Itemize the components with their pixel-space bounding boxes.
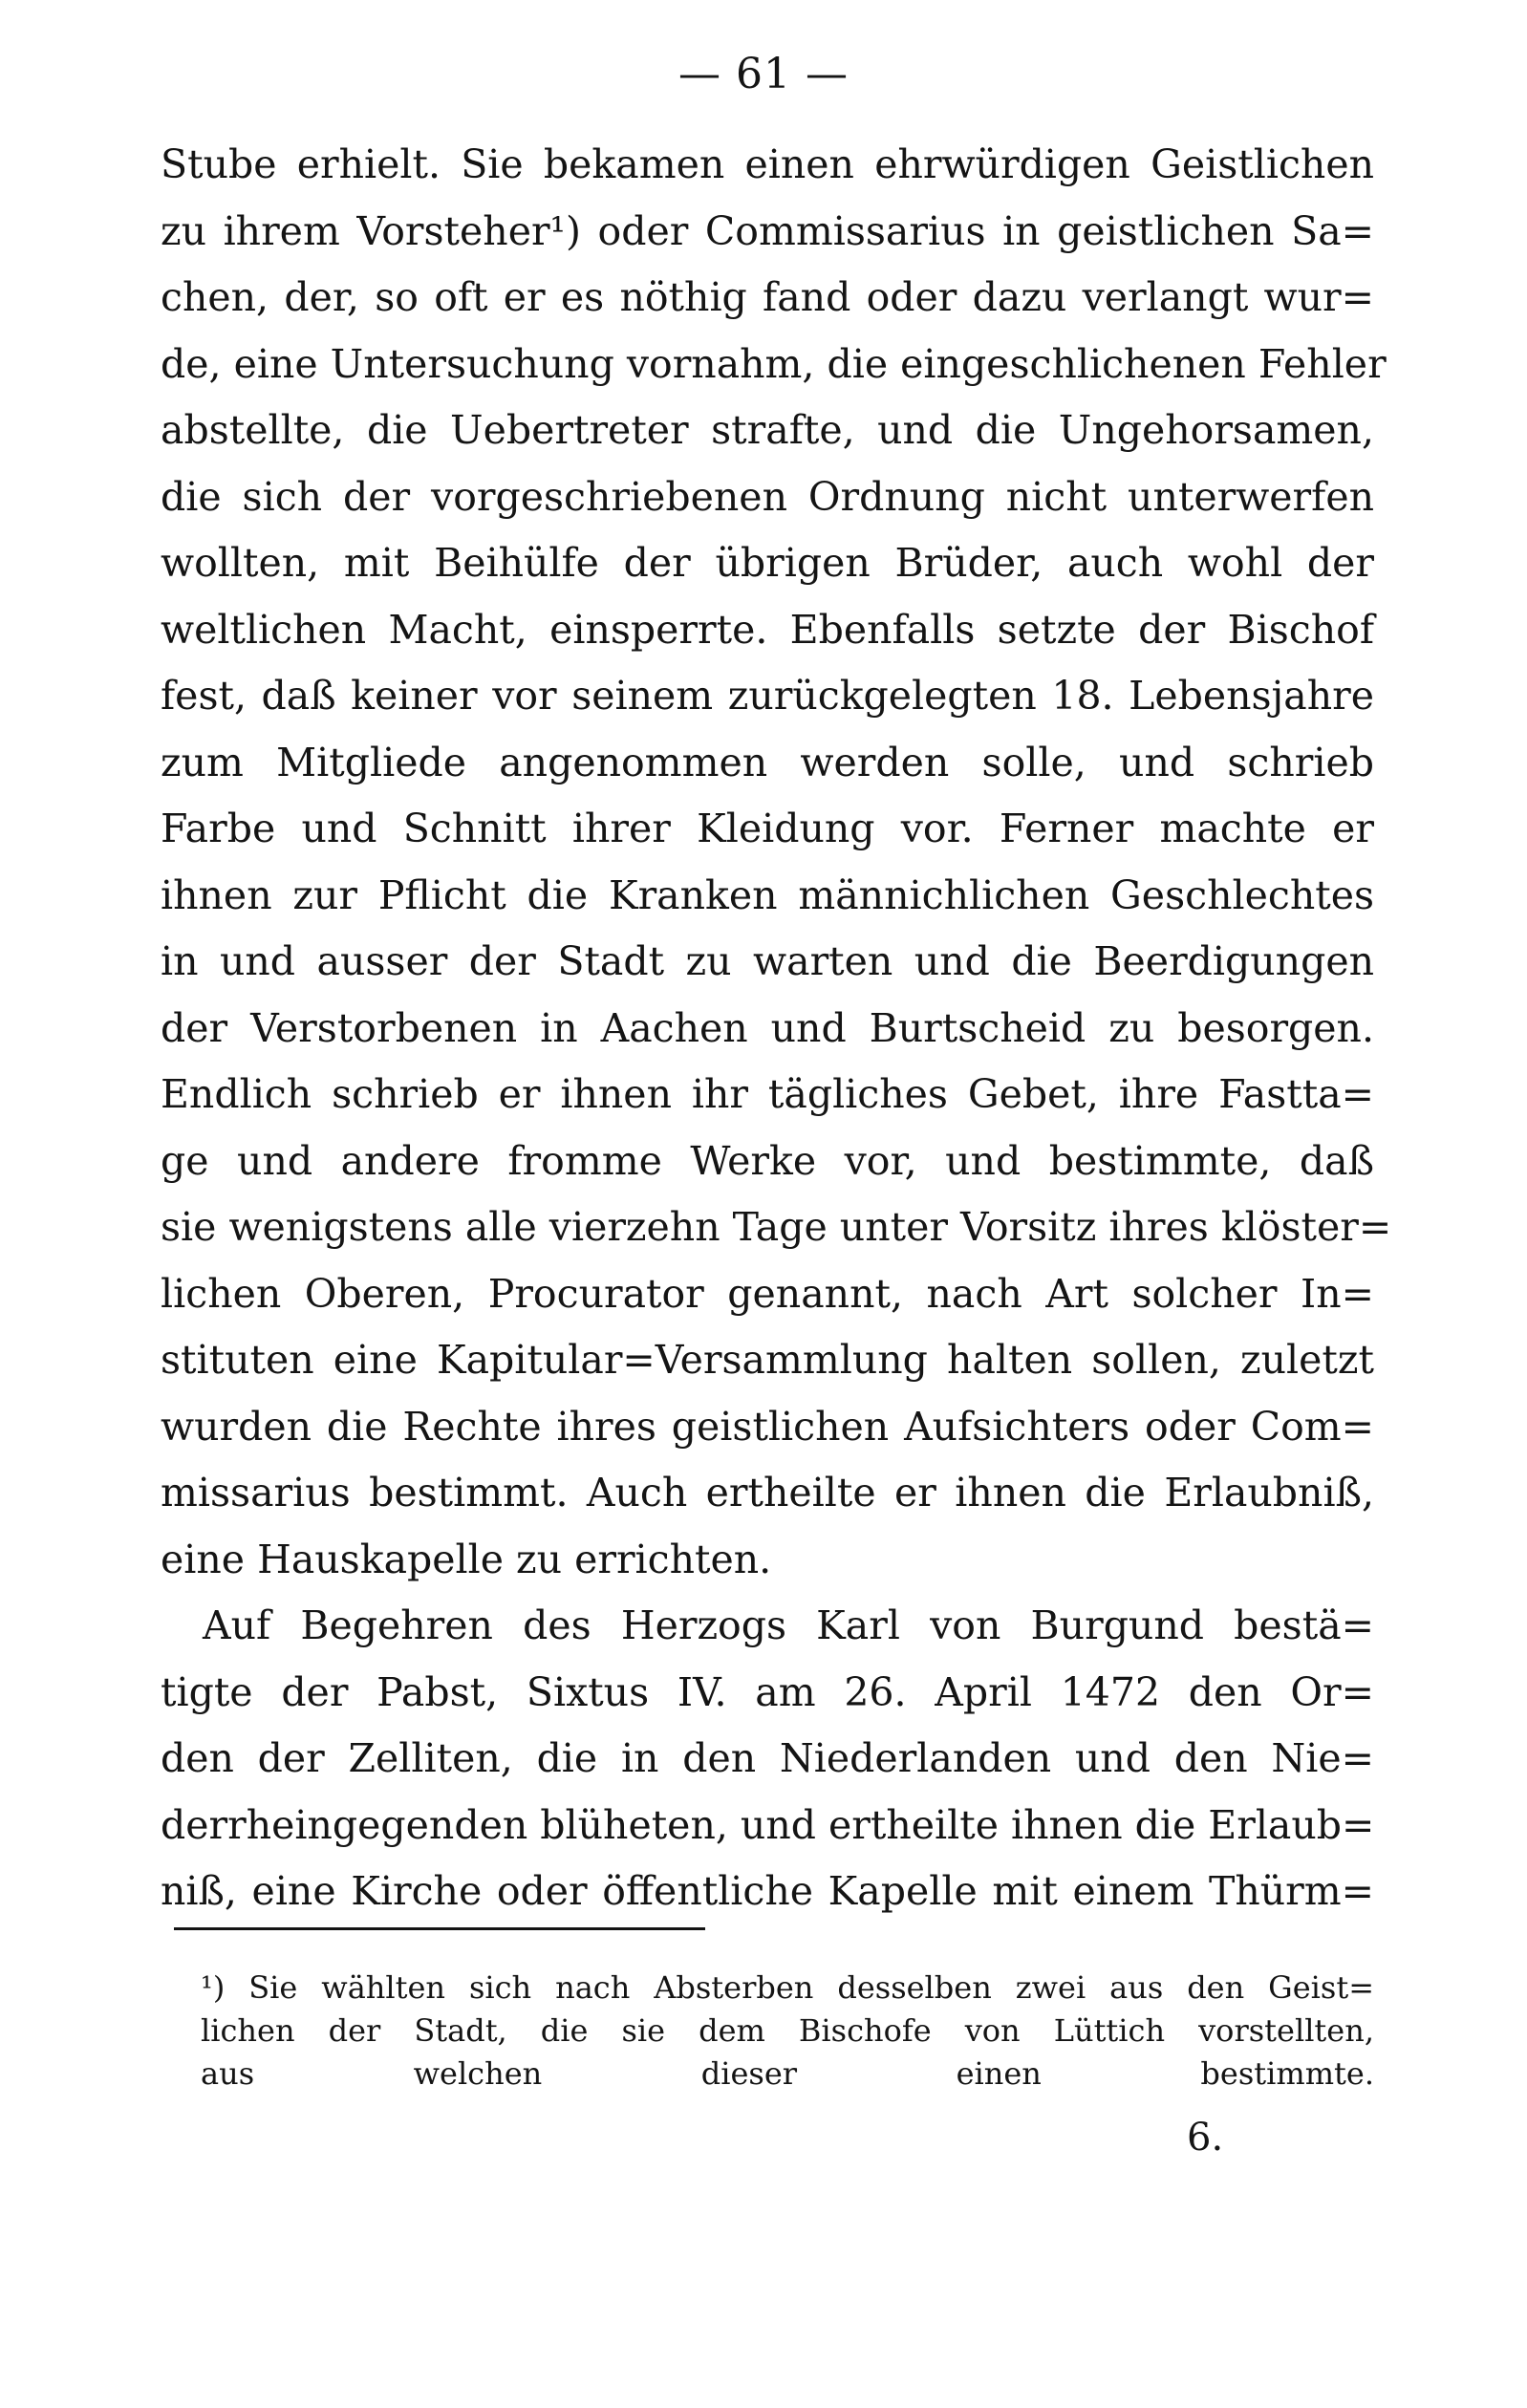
text-line: derrheingegenden blüheten, und ertheilte ihnen die Erlaub= [161,1801,1375,1848]
text-line: wurden die Rechte ihres geistlichen Aufsichters oder Com= [161,1403,1374,1450]
text-line: tigte der Pabst, Sixtus IV. am 26. April 1472 den Or= [161,1668,1374,1715]
text-line: chen, der, so oft er es nöthig fand oder dazu verlangt wur= [161,274,1374,320]
signature-mark: 6. [1187,2116,1224,2160]
text-line: den der Zelliten, die in den Niederlanden und den Nie= [161,1735,1374,1781]
footnote-line: lichen der Stadt, die sie dem Bischofe von Lüttich vorstellten, [201,2012,1374,2049]
footnote-divider [174,1927,705,1930]
text-line: Farbe und Schnitt ihrer Kleidung vor. Ferner machte er [161,806,1374,851]
footnote-line: aus welchen dieser einen bestimmte. [201,2055,1374,2092]
text-line: stituten eine Kapitular=Versammlung halten sollen, zuletzt [161,1337,1374,1383]
footnote [201,1967,1374,2096]
page-number-header: — 61 — [678,50,849,98]
text-line: de, eine Untersuchung vornahm, die eingeschlichenen Fehler [161,340,1387,387]
text-line: abstellte, die Uebertreter strafte, und die Ungehorsamen, [161,407,1374,453]
text-line: Auf Begehren des Herzogs Karl von Burgund bestä= [203,1602,1374,1648]
text-line: lichen Oberen, Procurator genannt, nach Art solcher In= [161,1270,1374,1317]
footnote-line: ¹) Sie wählten sich nach Absterben desselben zwei aus den Geist= [201,1969,1374,2006]
text-line: ihnen zur Pflicht die Kranken männichlichen Geschlechtes [161,871,1374,918]
text-line: zu ihrem Vorsteher¹) oder Commissarius in geistlichen Sa= [161,207,1374,254]
text-line: weltlichen Macht, einsperrte. Ebenfalls setzte der Bischof [161,606,1374,653]
text-line: Endlich schrieb er ihnen ihr tägliches Gebet, ihre Fastta= [161,1071,1374,1117]
text-line: ge und andere fromme Werke vor, und bestimmte, daß [161,1137,1374,1184]
body-text [161,132,1392,1925]
text-line: niß, eine Kirche oder öffentliche Kapelle mit einem Thürm= [161,1868,1374,1914]
text-line: die sich der vorgeschriebenen Ordnung nicht unterwerfen [161,473,1374,520]
text-line: Stube erhielt. Sie bekamen einen ehrwürdigen Geistlichen [161,141,1374,187]
text-line: eine Hauskapelle zu errichten. [161,1536,772,1582]
text-line: in und ausser der Stadt zu warten und die Beerdigungen [161,938,1374,984]
text-line: der Verstorbenen in Aachen und Burtscheid zu besorgen. [161,1004,1374,1051]
text-line: fest, daß keiner vor seinem zurückgelegten 18. Lebensjahre [161,673,1374,719]
text-line: zum Mitgliede angenommen werden solle, und schrieb [161,739,1374,785]
text-line: wollten, mit Beihülfe der übrigen Brüder, auch wohl der [161,540,1374,586]
text-line: sie wenigstens alle vierzehn Tage unter Vorsitz ihres klöster= [161,1204,1392,1250]
text-line: missarius bestimmt. Auch ertheilte er ihnen die Erlaubniß, [161,1470,1374,1516]
